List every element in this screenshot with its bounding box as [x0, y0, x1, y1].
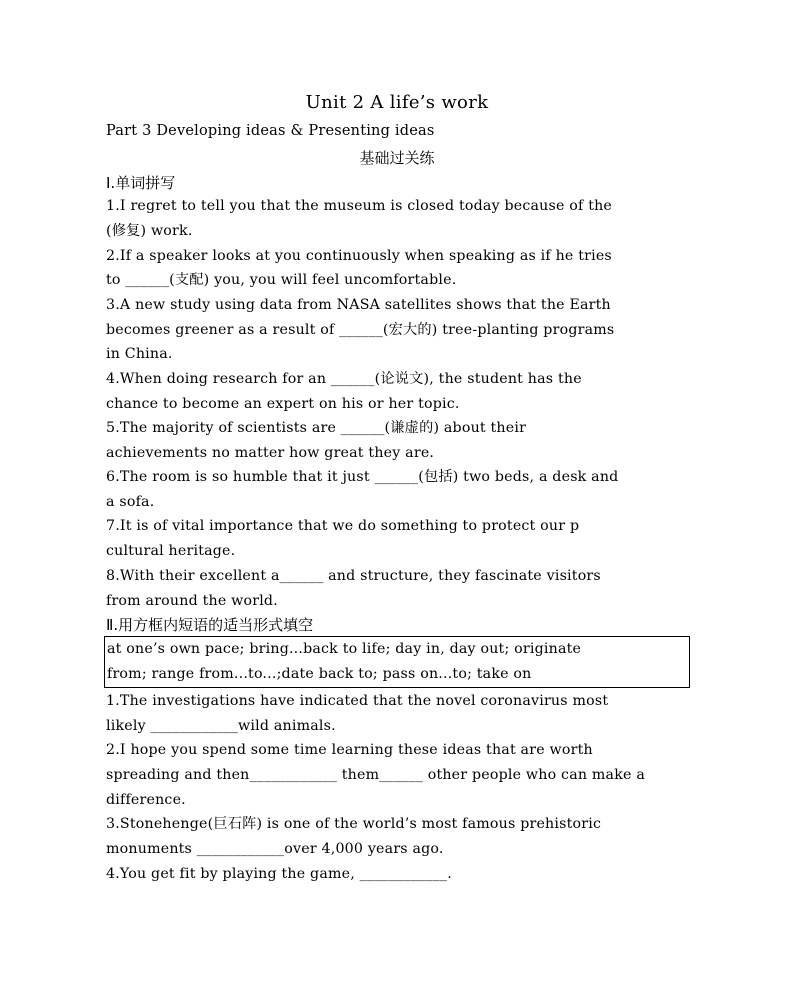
question-line: difference.: [106, 792, 186, 808]
phrase-box-line: from; range from...to...;date back to; pass on...to; take on: [107, 666, 532, 682]
question-line: monuments ____________over 4,000 years ago.: [106, 841, 444, 857]
question-line: 3.Stonehenge(巨石阵) is one of the world’s most famous prehistoric: [106, 816, 602, 832]
question-line: cultural heritage.: [106, 543, 236, 559]
question-line: spreading and then____________ them______ other people who can make a: [106, 767, 645, 783]
question-line: 1.The investigations have indicated that the novel coronavirus most: [106, 693, 609, 709]
question-line: achievements no matter how great they are.: [106, 445, 435, 461]
question-line: 5.The majority of scientists are ______(谦虚的) about their: [106, 420, 527, 436]
question-line: 8.With their excellent a______ and structure, they fascinate visitors: [106, 568, 601, 584]
phrase-box: [104, 636, 690, 688]
phrase-box-line: at one’s own pace; bring...back to life; day in, day out; originate: [107, 641, 582, 657]
question-line: a sofa.: [106, 494, 155, 510]
question-line: 2.If a speaker looks at you continuously when speaking as if he tries: [106, 248, 612, 264]
exercise-subheading: 基础过关练: [359, 149, 435, 167]
part-heading: Part 3 Developing ideas & Presenting ideas: [106, 123, 435, 139]
question-line: to ______(支配) you, you will feel uncomfortable.: [106, 272, 457, 288]
question-line: likely ____________wild animals.: [106, 718, 336, 734]
question-line: 3.A new study using data from NASA satellites shows that the Earth: [106, 297, 611, 313]
question-line: 6.The room is so humble that it just ______(包括) two beds, a desk and: [106, 469, 619, 485]
question-line: 1.I regret to tell you that the museum is closed today because of the: [106, 198, 613, 214]
question-line: 2.I hope you spend some time learning these ideas that are worth: [106, 742, 593, 758]
question-line: in China.: [106, 346, 173, 362]
section-2-heading: Ⅱ.用方框内短语的适当形式填空: [106, 616, 314, 634]
question-line: 4.When doing research for an ______(论说文), the student has the: [106, 371, 582, 387]
question-line: becomes greener as a result of ______(宏大的) tree-planting programs: [106, 322, 615, 338]
section-1-heading: Ⅰ.单词拼写: [106, 174, 176, 192]
question-line: chance to become an expert on his or her topic.: [106, 396, 460, 412]
question-line: from around the world.: [106, 593, 278, 609]
question-line: 4.You get fit by playing the game, ____________.: [106, 866, 452, 882]
page-title: Unit 2 A life’s work: [305, 92, 489, 113]
question-line: 7.It is of vital importance that we do something to protect our p: [106, 518, 580, 534]
question-line: (修复) work.: [106, 223, 193, 239]
